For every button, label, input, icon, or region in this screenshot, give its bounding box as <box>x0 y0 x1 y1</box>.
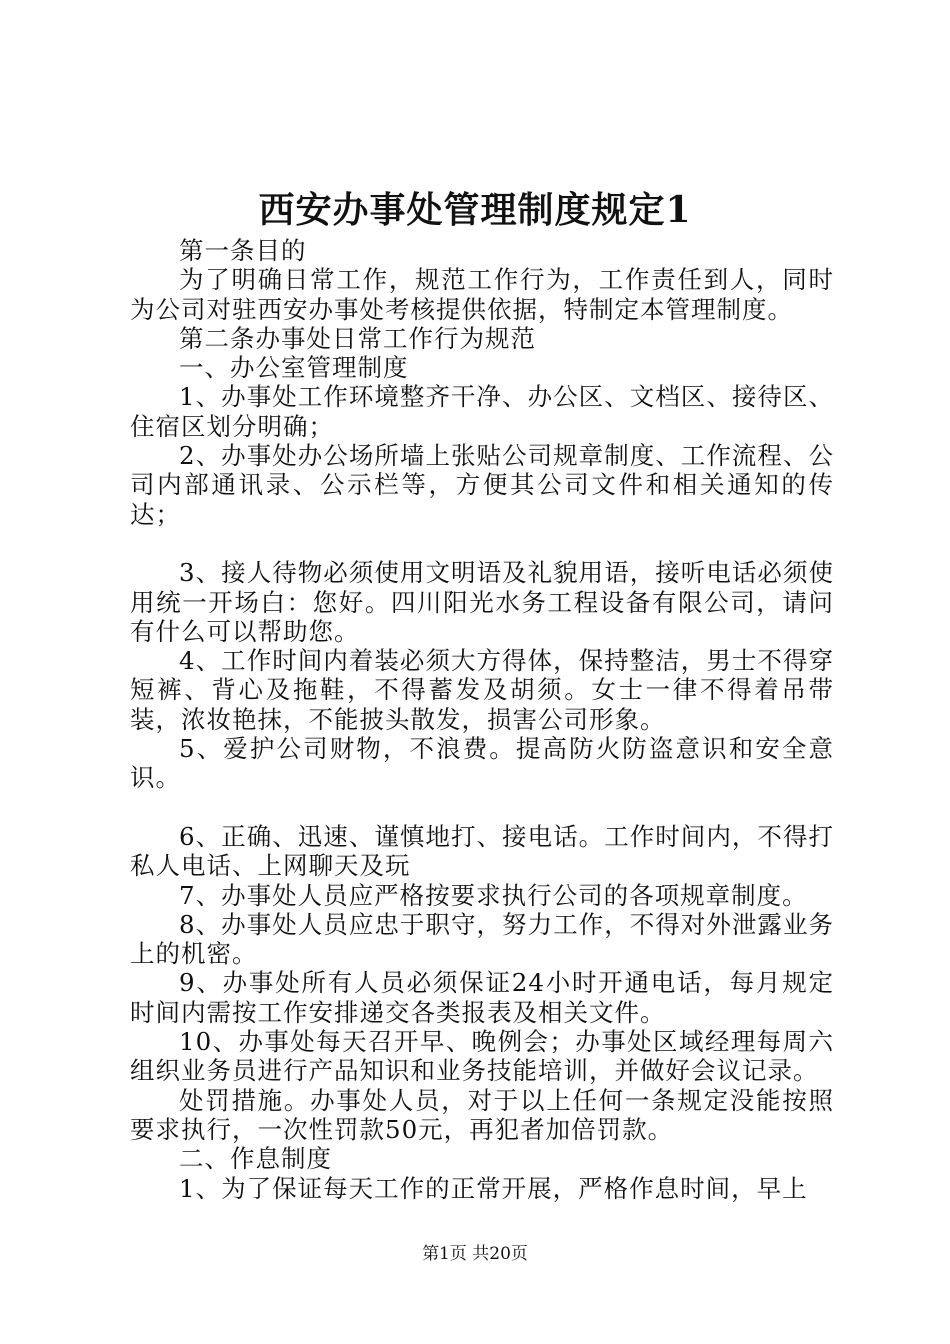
paragraph: 8、办事处人员应忠于职守，努力工作，不得对外泄露业务上的机密。 <box>130 909 834 969</box>
document-body <box>130 236 834 1203</box>
paragraph: 1、办事处工作环境整齐干净、办公区、文档区、接待区、住宿区划分明确； <box>130 382 834 441</box>
paragraph: 4、工作时间内着装必须大方得体，保持整洁，男士不得穿短裤、背心及拖鞋，不得蓄发及胡须。女士一律不得着吊带装，浓妆艳抹，不能披头散发，损害公司形象。 <box>130 646 834 734</box>
paragraph: 一、办公室管理制度 <box>179 353 409 383</box>
blank-line <box>130 793 834 822</box>
paragraph: 5、爱护公司财物，不浪费。提高防火防盗意识和安全意识。 <box>130 734 834 793</box>
blank-line <box>130 529 834 558</box>
document-title: 西安办事处管理制度规定1 <box>258 189 692 231</box>
paragraph: 9、办事处所有人员必须保证24小时开通电话，每月规定时间内需按工作安排递交各类报表及相关文件。 <box>130 968 834 1027</box>
paragraph: 第二条办事处日常工作行为规范 <box>179 323 536 353</box>
paragraph: 6、正确、迅速、谨慎地打、接电话。工作时间内，不得打私人电话、上网聊天及玩 <box>130 821 834 881</box>
page-number-footer: 第1页 共20页 <box>422 1244 528 1264</box>
paragraph: 1、为了保证每天工作的正常开展，严格作息时间，早上 <box>179 1173 808 1203</box>
paragraph: 第一条目的 <box>179 236 307 265</box>
paragraph: 处罚措施。办事处人员，对于以上任何一条规定没能按照要求执行，一次性罚款50元，再犯者加倍罚款。 <box>130 1085 834 1144</box>
paragraph: 为了明确日常工作，规范工作行为，工作责任到人，同时为公司对驻西安办事处考核提供依据，特制定本管理制度。 <box>130 265 834 324</box>
paragraph: 7、办事处人员应严格按要求执行公司的各项规章制度。 <box>179 880 808 910</box>
paragraph: 2、办事处办公场所墙上张贴公司规章制度、工作流程、公司内部通讯录、公示栏等，方便其公司文件和相关通知的传达； <box>130 441 834 529</box>
paragraph: 二、作息制度 <box>179 1144 332 1174</box>
paragraph: 3、接人待物必须使用文明语及礼貌用语，接听电话必须使用统一开场白：您好。四川阳光水务工程设备有限公司，请问有什么可以帮助您。 <box>130 558 834 646</box>
paragraph: 10、办事处每天召开早、晚例会；办事处区域经理每周六组织业务员进行产品知识和业务技能培训，并做好会议记录。 <box>130 1027 834 1086</box>
